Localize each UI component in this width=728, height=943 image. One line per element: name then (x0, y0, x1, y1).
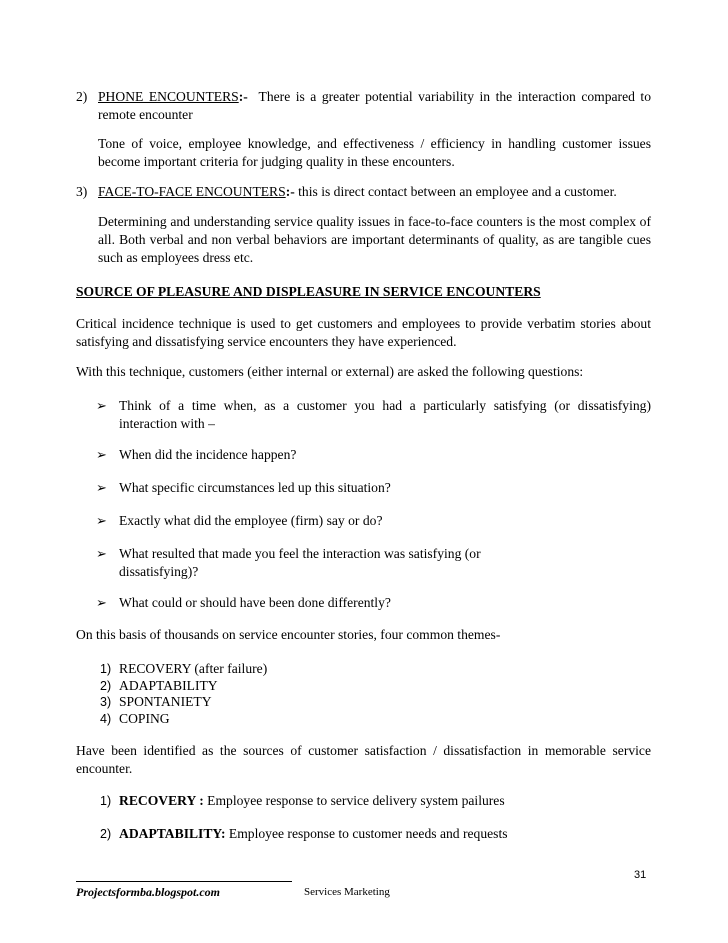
paragraph-identified: Have been identified as the sources of customer satisfaction / dissatisfaction in memorable service encounter. (76, 743, 651, 776)
bullet-item: Exactly what did the employee (firm) say or do? (119, 513, 383, 528)
definition-term: RECOVERY : (119, 793, 204, 808)
bullet-arrow-icon: ➢ (96, 447, 107, 462)
paragraph-critical-incidence: Critical incidence technique is used to get customers and employees to provide verbatim stories about satisfying and dissatisfying service encounters they have experienced. (76, 316, 651, 349)
bullet-item: What resulted that made you feel the interaction was satisfying (or dissatisfying)? (119, 546, 481, 579)
definition-item (119, 825, 651, 843)
definition-term: ADAPTABILITY: (119, 826, 226, 841)
theme-label: ADAPTABILITY (119, 678, 218, 693)
theme-label: SPONTANIETY (119, 694, 212, 709)
definition-text: Employee response to service delivery system pailures (207, 793, 505, 808)
bullet-arrow-icon: ➢ (96, 595, 107, 610)
definition-number: 2) (100, 827, 112, 841)
bullet-item: What could or should have been done differently? (119, 595, 391, 610)
definition-number: 1) (100, 794, 112, 808)
definition-text: Employee response to customer needs and requests (228, 826, 508, 841)
item-3-intro (98, 183, 651, 201)
item-3-heading: FACE-TO-FACE ENCOUNTERS (98, 184, 286, 199)
bullet-arrow-icon: ➢ (96, 480, 107, 495)
item-3-number: 3) (76, 184, 88, 199)
item-3-sep: :- (285, 184, 295, 199)
paragraph-technique: With this technique, customers (either internal or external) are asked the following questions: (76, 364, 584, 379)
bullet-item: When did the incidence happen? (119, 447, 297, 462)
footer-subject: Services Marketing (304, 886, 390, 898)
item-2-number: 2) (76, 89, 88, 104)
bullet-arrow-icon: ➢ (96, 546, 107, 561)
footer-divider (76, 881, 292, 882)
definition-item (119, 792, 651, 810)
item-2-heading: PHONE ENCOUNTERS (98, 89, 239, 104)
bullet-item: Think of a time when, as a customer you had a particularly satisfying (or dissatisfying) interaction with – (119, 398, 651, 431)
bullet-item: What specific circumstances led up this situation? (119, 480, 391, 495)
section-heading: SOURCE OF PLEASURE AND DISPLEASURE IN SERVICE ENCOUNTERS (76, 284, 541, 299)
footer-site: Projectsformba.blogspot.com (76, 885, 220, 899)
theme-number: 4) (100, 712, 112, 726)
item-2-sep: :- (238, 89, 248, 104)
item-2-text: There is a greater potential variability in the interaction compared to remote encounter (98, 89, 651, 122)
item-2-intro (98, 88, 651, 124)
bullet-arrow-icon: ➢ (96, 513, 107, 528)
page-number: 31 (634, 869, 647, 881)
theme-number: 3) (100, 695, 112, 709)
theme-label: COPING (119, 711, 170, 726)
paragraph-basis: On this basis of thousands on service encounter stories, four common themes- (76, 627, 501, 642)
item-3-text: this is direct contact between an employee and a customer. (298, 184, 617, 199)
theme-number: 1) (100, 662, 112, 676)
item-3-paragraph: Determining and understanding service quality issues in face-to-face counters is the most complex of all. Both verbal and non verbal behaviors are important determinants of quality, as are tangible cues such as employees dress etc. (98, 214, 651, 265)
theme-label: RECOVERY (after failure) (119, 661, 268, 676)
bullet-arrow-icon: ➢ (96, 398, 107, 413)
item-2-paragraph: Tone of voice, employee knowledge, and effectiveness / efficiency in handling customer issues become important criteria for judging quality in these encounters. (98, 136, 651, 169)
theme-number: 2) (100, 679, 112, 693)
